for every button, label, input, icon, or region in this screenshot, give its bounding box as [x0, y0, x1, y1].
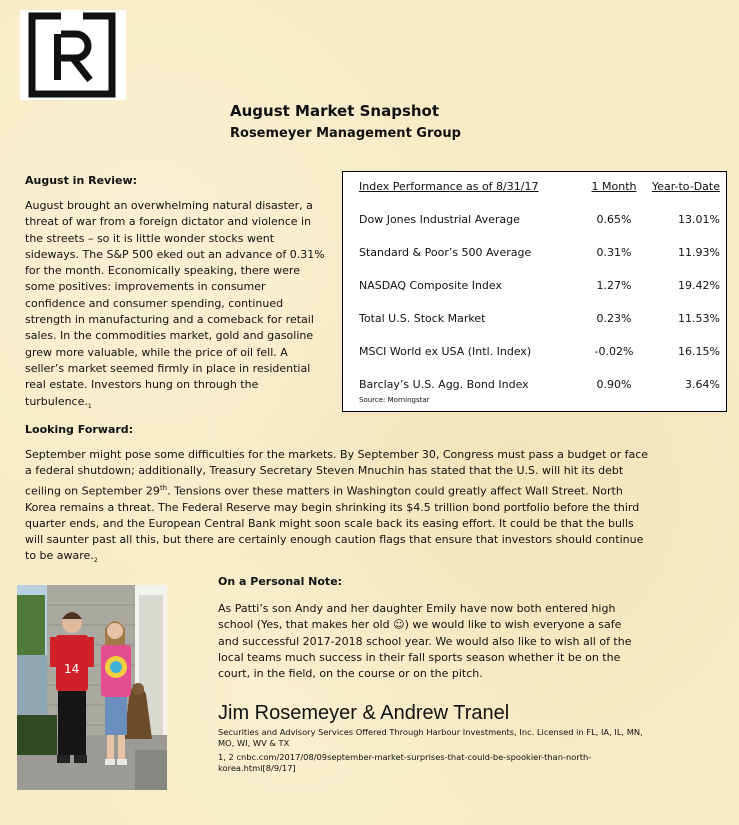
- page-title: August Market Snapshot: [230, 102, 440, 120]
- index-name: NASDAQ Composite Index: [359, 279, 502, 292]
- index-name: Barclay’s U.S. Agg. Bond Index: [359, 378, 529, 391]
- forward-text-end: . Tensions over these matters in Washington could greatly affect Wall Street. North Korea remains a threat. The Federal Reserve may begin shrinking its $4.5 trillion bond portfolio before the third quarter ends, and the European Central Bank might soon scale back its easing effort. It could be that the bulls will saunter past all this, but there are certainly enough caution flags that ensure that investors should continue to be aware.: [25, 484, 644, 563]
- table-row: [343, 312, 726, 328]
- personal-note-heading: On a Personal Note:: [218, 575, 343, 588]
- review-text: August brought an overwhelming natural disaster, a threat of war from a foreign dictator and violence in the streets – so it is little wonder stocks went sideways. The S&P 500 eked out an advance of 0.31% for the month. Economically speaking, there were some positives: improvements in consumer confidence and consumer spending, continued strength in manufacturing and a comeback for retail sales. In the commodities market, gold and gasoline grew more valuable, while the price of oil fell. A seller’s market seemed firmly in place in residential real estate. Investors hung on through the turbulence.: [25, 199, 325, 408]
- ytd-value: 16.15%: [678, 345, 720, 358]
- table-header-row: [343, 180, 726, 196]
- one-month-value: 1.27%: [596, 279, 632, 292]
- index-name: MSCI World ex USA (Intl. Index): [359, 345, 532, 358]
- one-month-value: 0.90%: [596, 378, 632, 391]
- signature: Jim Rosemeyer & Andrew Tranel: [218, 702, 510, 724]
- index-performance-table: [342, 171, 727, 412]
- one-month-value: 0.65%: [596, 213, 632, 226]
- ordinal-superscript: th: [159, 483, 168, 492]
- ytd-value: 19.42%: [678, 279, 720, 292]
- index-name: Dow Jones Industrial Average: [359, 213, 520, 226]
- table-row: [343, 213, 726, 229]
- one-month-value: 0.31%: [596, 246, 632, 259]
- table-row: [343, 246, 726, 262]
- jersey-number: 14: [64, 662, 80, 676]
- table-row: [343, 378, 726, 394]
- forward-text-start: September might pose some difficulties for the markets. By September 30, Congress must pass a budget or face a federal shutdown; additionally, Treasury Secretary Steven Mnuchin has stated that the U.S. will hit its debt ceiling on September 29: [25, 448, 649, 498]
- company-logo: [20, 10, 126, 100]
- review-heading: August in Review:: [25, 174, 138, 187]
- index-name: Standard & Poor’s 500 Average: [359, 246, 532, 259]
- ytd-value: 11.53%: [678, 312, 720, 325]
- footnote-marker: 2: [93, 557, 98, 565]
- disclosure-text: Securities and Advisory Services Offered Through Harbour Investments, Inc. Licensed in FL, IA, IL, MN, MO, WI, WV & TX: [218, 727, 643, 749]
- ytd-value: 3.64%: [685, 378, 720, 391]
- ytd-value: 13.01%: [678, 213, 720, 226]
- review-paragraph: [25, 198, 325, 415]
- page-subtitle: Rosemeyer Management Group: [230, 126, 461, 141]
- footnote-marker: 1: [87, 402, 92, 410]
- note-text-start: As Patti’s son Andy and her daughter Emily have now both entered high school (Yes, that makes her old: [218, 602, 616, 632]
- forward-paragraph: [25, 447, 650, 570]
- r-monogram-logo-icon: [20, 10, 126, 100]
- table-source-note: Source: Morningstar: [359, 396, 430, 404]
- one-month-value: -0.02%: [594, 345, 634, 358]
- table-header-1-month: 1 Month: [591, 180, 637, 193]
- one-month-value: 0.23%: [596, 312, 632, 325]
- source-citation: 1, 2 cnbc.com/2017/08/09september-market-surprises-that-could-be-spookier-than-north-korea.html[8/9/17]: [218, 752, 592, 774]
- table-header-ytd: Year-to-Date: [651, 180, 720, 193]
- table-header-index: Index Performance as of 8/31/17: [359, 180, 539, 193]
- note-text-end: ) we would like to wish everyone a safe and successful 2017-2018 school year. We would also like to wish all of the local teams much success in their fall sports season whether it be on the court, in the field, on the course or on the pitch.: [218, 618, 632, 681]
- personal-note-paragraph: [218, 601, 638, 682]
- smiley-icon: ☺: [393, 618, 405, 632]
- index-name: Total U.S. Stock Market: [359, 312, 486, 325]
- ytd-value: 11.93%: [678, 246, 720, 259]
- table-row: [343, 345, 726, 361]
- table-row: [343, 279, 726, 295]
- forward-heading: Looking Forward:: [25, 423, 134, 436]
- family-photo: [17, 585, 167, 790]
